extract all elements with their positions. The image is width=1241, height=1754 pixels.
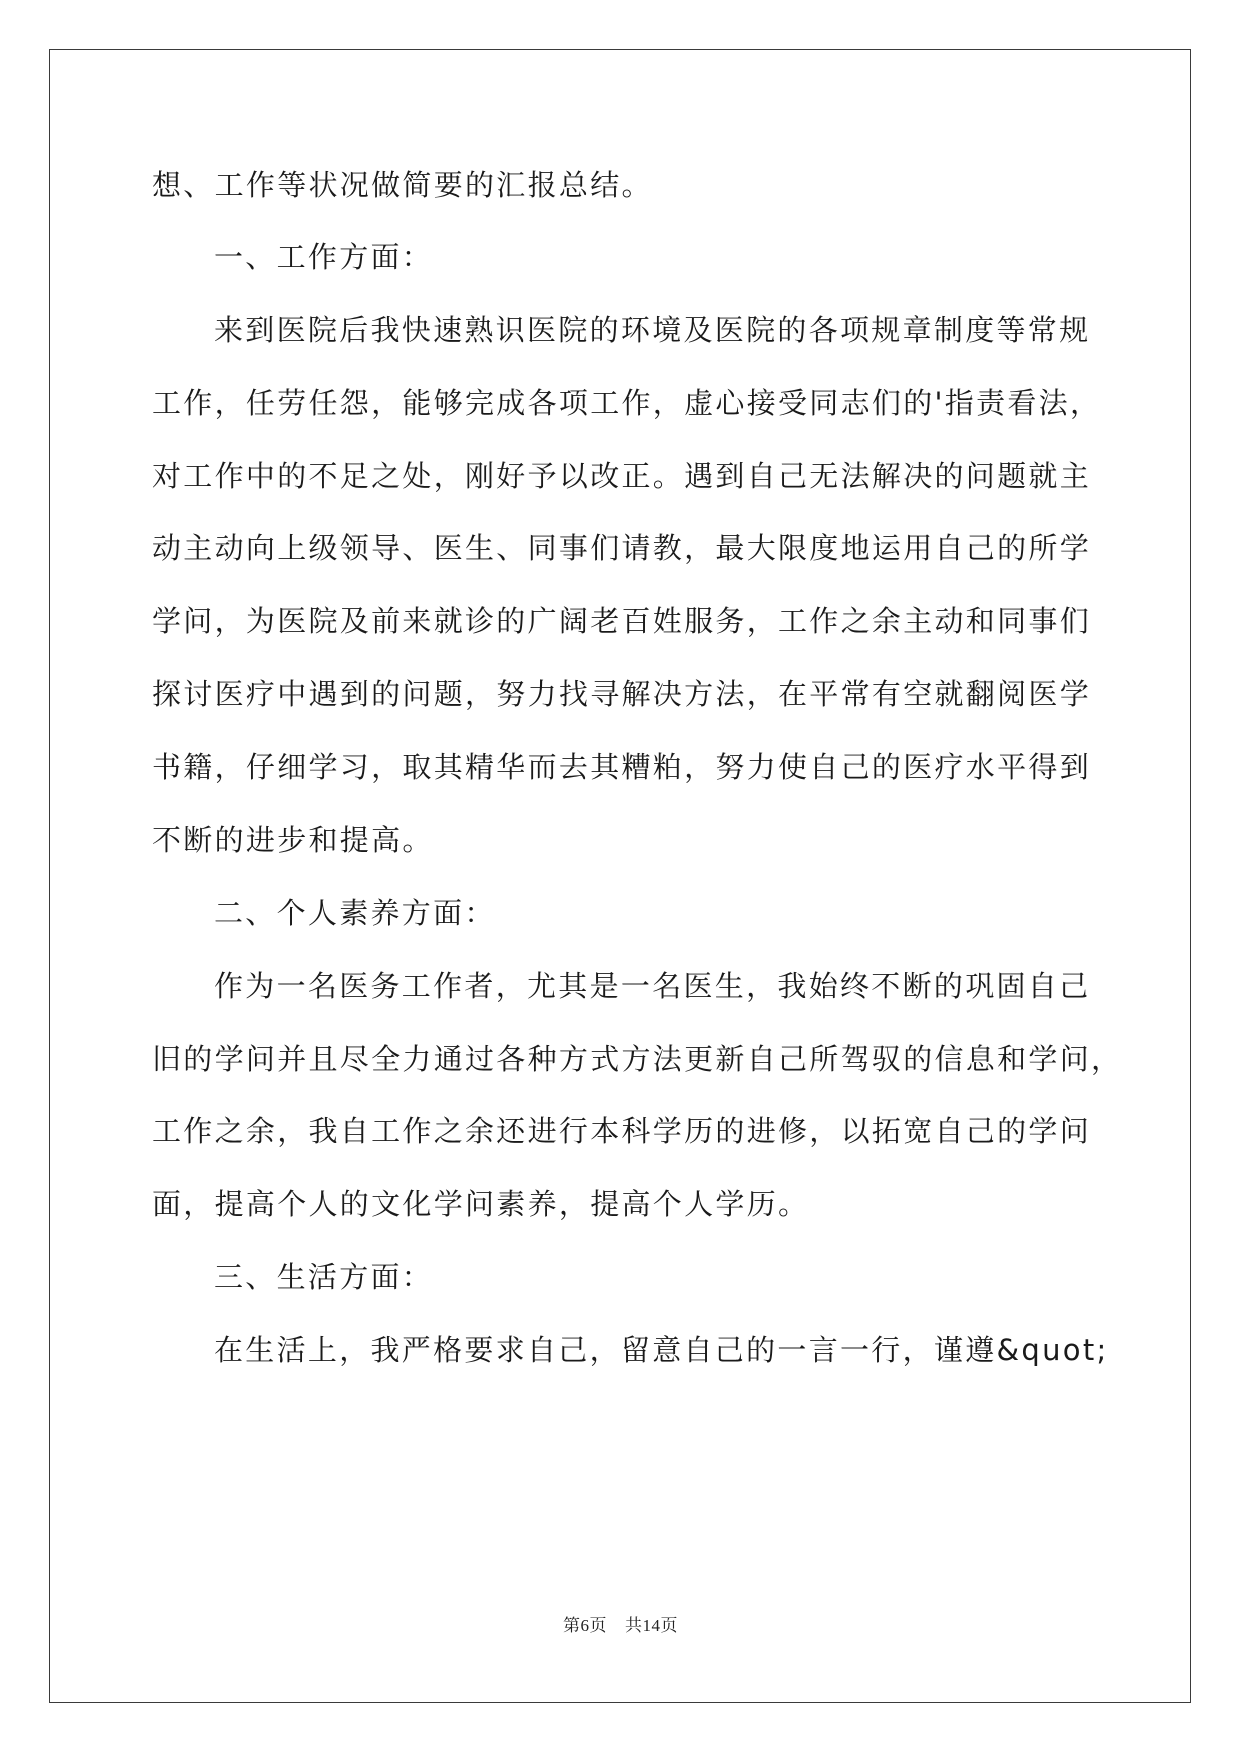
page-number: 第6页 xyxy=(563,1616,607,1635)
text-line: 作为一名医务工作者，尤其是一名医生，我始终不断的巩固自己 xyxy=(214,969,1091,1003)
text-line: 想、工作等状况做简要的汇报总结。 xyxy=(152,168,653,202)
text-line: 不断的进步和提高。 xyxy=(152,823,434,857)
text-line: 探讨医疗中遇到的问题，努力找寻解决方法，在平常有空就翻阅医学 xyxy=(152,677,1092,711)
section-heading: 三、生活方面： xyxy=(214,1260,434,1294)
text-line: 面，提高个人的文化学问素养，提高个人学历。 xyxy=(152,1187,810,1221)
page-border xyxy=(49,49,1191,1703)
page-footer xyxy=(0,1611,1241,1636)
section-heading: 二、个人素养方面： xyxy=(214,896,496,930)
text-line: 来到医院后我快速熟识医院的环境及医院的各项规章制度等常规 xyxy=(214,313,1091,347)
text-line: 在生活上，我严格要求自己，留意自己的一言一行，谨遵&quot; xyxy=(214,1333,1109,1367)
section-heading: 一、工作方面： xyxy=(214,240,434,274)
text-line: 动主动向上级领导、医生、同事们请教，最大限度地运用自己的所学 xyxy=(152,531,1092,565)
text-line: 对工作中的不足之处，刚好予以改正。遇到自己无法解决的问题就主 xyxy=(152,459,1092,493)
text-line: 工作之余，我自工作之余还进行本科学历的进修，以拓宽自己的学问 xyxy=(152,1114,1092,1148)
text-line: 学问，为医院及前来就诊的广阔老百姓服务，工作之余主动和同事们 xyxy=(152,604,1092,638)
page-total: 共14页 xyxy=(625,1616,678,1635)
text-line: 书籍，仔细学习，取其精华而去其糟粕，努力使自己的医疗水平得到 xyxy=(152,750,1092,784)
text-line: 旧的学问并且尽全力通过各种方式方法更新自己所驾驭的信息和学问， xyxy=(152,1042,1123,1076)
text-line: 工作，任劳任怨，能够完成各项工作，虚心接受同志们的'指责看法， xyxy=(152,386,1102,420)
